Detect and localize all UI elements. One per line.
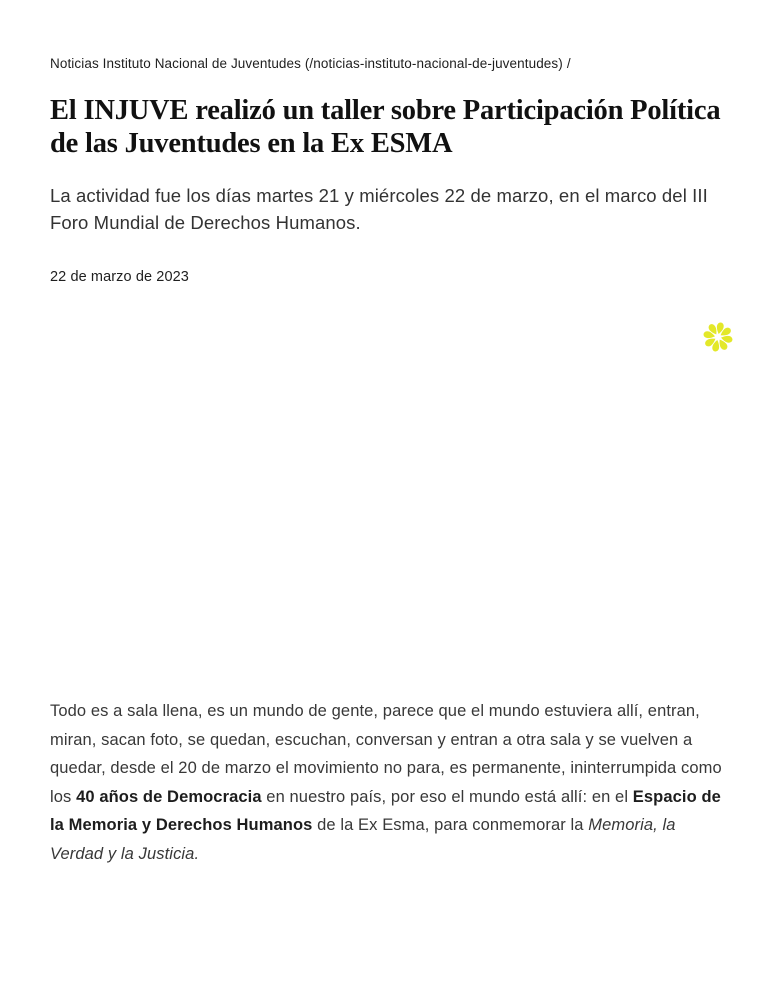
loading-spinner-icon	[703, 322, 733, 352]
breadcrumb[interactable]	[50, 55, 571, 73]
article-date: 22 de marzo de 2023	[50, 269, 189, 286]
body-text-segment: Todo es a sala llena, es un mundo de gente, parece que el mundo estuviera allí, entran, miran, sacan foto, se quedan, escuchan, conversan y entran a otra sala y se vuelven a quedar, desde el 20 de marzo el movimiento no para, es permanente, ininterrumpida como los	[50, 702, 722, 806]
page-title: El INJUVE realizó un taller sobre Participación Política de las Juventudes en la Ex ESMA	[50, 95, 721, 160]
breadcrumb-link-label[interactable]: Noticias Instituto Nacional de Juventudes (/noticias-instituto-nacional-de-juventudes)	[50, 56, 563, 71]
article-paragraph	[50, 697, 723, 868]
body-text-segment: en nuestro país, por eso el mundo está allí: en el	[261, 787, 633, 806]
body-text-segment-bold: Espacio de la Memoria y Derechos Humanos	[50, 787, 721, 835]
article-lede: La actividad fue los días martes 21 y miércoles 22 de marzo, en el marco del III Foro Mundial de Derechos Humanos.	[50, 184, 708, 233]
body-text-segment: de la Ex Esma, para conmemorar la	[312, 816, 589, 835]
body-text-segment-bold: 40 años de Democracia	[76, 787, 262, 806]
body-text-segment-italic: Memoria, la Verdad y la Justicia.	[50, 816, 676, 863]
article-image-placeholder	[50, 285, 723, 697]
breadcrumb-separator: /	[566, 56, 571, 71]
